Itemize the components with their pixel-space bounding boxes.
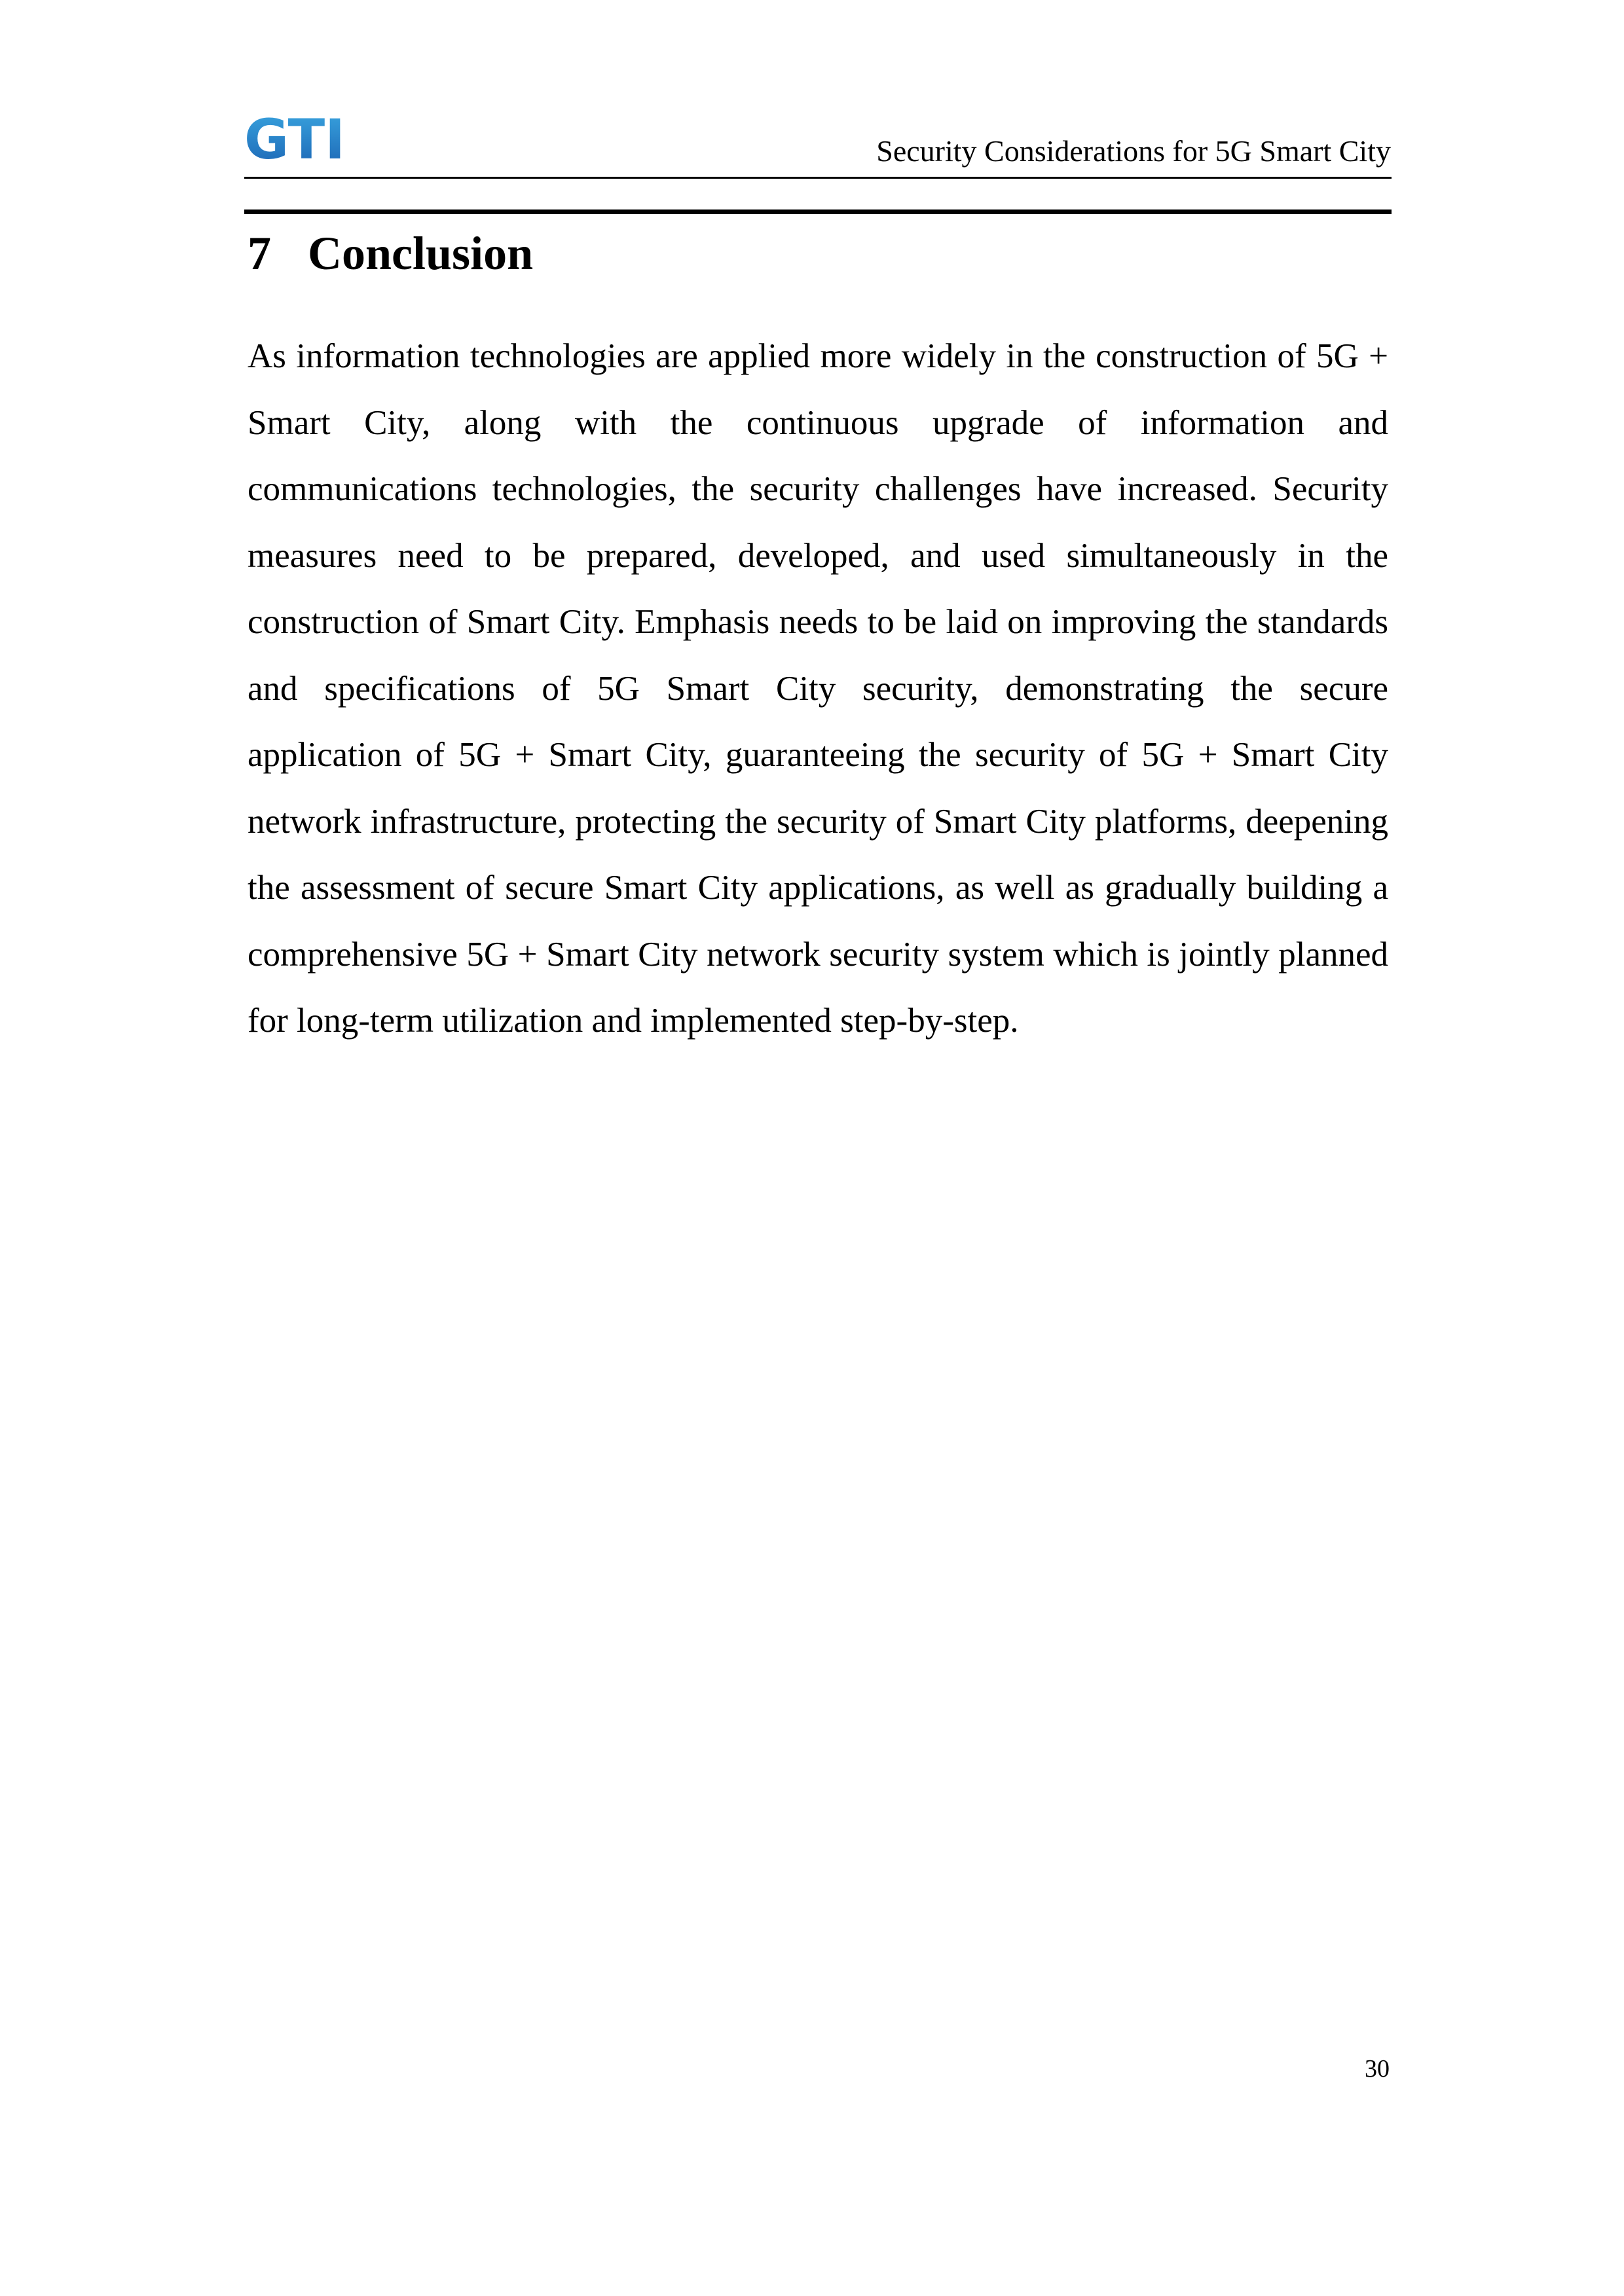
logo-text: GTI — [244, 115, 345, 164]
section-title: Conclusion — [308, 227, 534, 280]
gti-logo — [244, 115, 346, 164]
section-heading — [248, 219, 533, 288]
section-rule — [244, 210, 1392, 214]
section-number: 7 — [248, 227, 271, 280]
header-rule — [244, 177, 1392, 179]
running-header-title: Security Considerations for 5G Smart City — [876, 134, 1391, 168]
page-number: 30 — [1365, 2055, 1390, 2083]
conclusion-paragraph: As information technologies are applied more widely in the construction of 5G + Smart City, along with the continuous upgrade of information and communications technologies, the security challenges have increased. Security measures need to be prepared, developed, and used simultaneously in the construction of Smart City. Emphasis needs to be laid on improving the standards and specifications of 5G Smart City security, demonstrating the secure application of 5G + Smart City, guaranteeing the security of 5G + Smart City network infrastructure, protecting the security of Smart City platforms, deepening the assessment of secure Smart City applications, as well as gradually building a comprehensive 5G + Smart City network security system which is jointly planned for long-term utilization and implemented step-by-step. — [248, 337, 1388, 1040]
